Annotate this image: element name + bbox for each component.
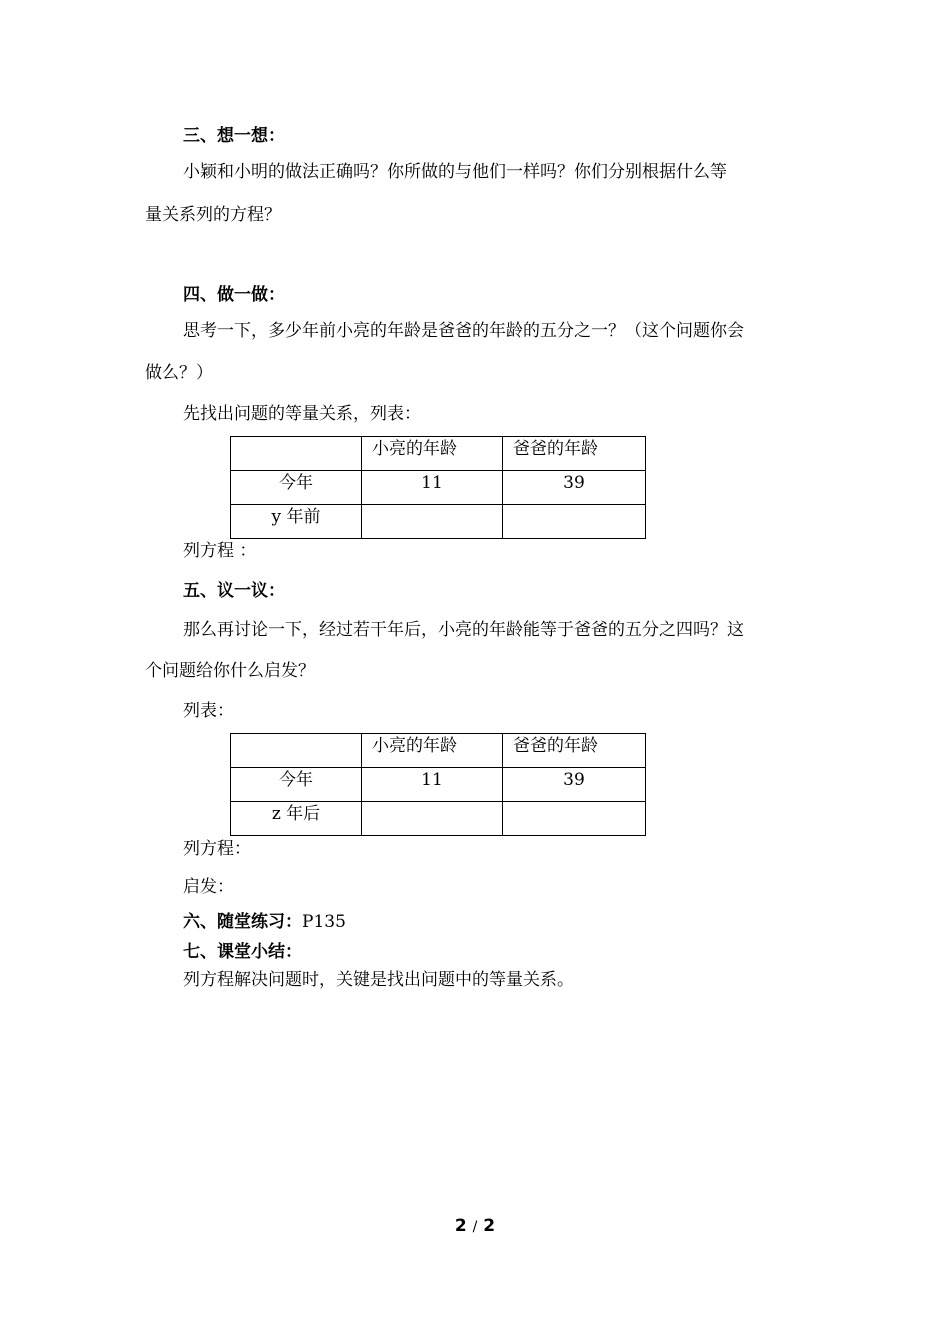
section-3-heading: 三、想一想： xyxy=(183,126,285,146)
section-5-insight: 启发： xyxy=(183,877,234,897)
section-4-text-line-1: 思考一下，多少年前小亮的年龄是爸爸的年龄的五分之一？（这个问题你会 xyxy=(183,321,744,341)
section-5-text-line-2: 个问题给你什么启发？ xyxy=(145,661,315,681)
section-4-text-line-2: 做么？） xyxy=(145,363,213,383)
page-current: 2 xyxy=(454,1216,467,1236)
table-row xyxy=(231,802,646,836)
section-6-heading: 六、随堂练习： xyxy=(183,912,302,932)
table-cell: 11 xyxy=(362,768,503,802)
page-number xyxy=(0,1216,950,1236)
table-cell xyxy=(231,437,362,471)
table-header-xiaoliang-age: 小亮的年龄 xyxy=(362,437,503,471)
table-row-label: 今年 xyxy=(231,471,362,505)
table-cell xyxy=(503,802,646,836)
section-7-heading: 七、课堂小结： xyxy=(183,942,302,962)
table-header-father-age: 爸爸的年龄 xyxy=(503,437,646,471)
table-cell xyxy=(362,505,503,539)
section-5-equation: 列方程： xyxy=(183,839,251,859)
section-4-equation: 列方程 ： xyxy=(183,541,257,561)
table-row xyxy=(231,768,646,802)
table-header-xiaoliang-age: 小亮的年龄 xyxy=(362,734,503,768)
section-3-text-line-2: 量关系列的方程？ xyxy=(145,205,281,225)
section-4-text-line-3: 先找出问题的等量关系，列表： xyxy=(183,404,421,424)
table-cell: 39 xyxy=(503,768,646,802)
page-separator: / xyxy=(472,1219,478,1235)
table-cell xyxy=(362,802,503,836)
table-cell: 39 xyxy=(503,471,646,505)
page-total: 2 xyxy=(483,1216,496,1236)
section-4-heading: 四、做一做： xyxy=(183,285,285,305)
table-header-father-age: 爸爸的年龄 xyxy=(503,734,646,768)
section-5-text-line-1: 那么再讨论一下，经过若干年后，小亮的年龄能等于爸爸的五分之四吗？这 xyxy=(183,620,744,640)
section-5-heading: 五、议一议： xyxy=(183,581,285,601)
section-6 xyxy=(183,911,346,933)
table-row-label: y 年前 xyxy=(231,505,362,539)
section-3-text-line-1: 小颖和小明的做法正确吗？你所做的与他们一样吗？你们分别根据什么等 xyxy=(183,162,727,182)
table-row xyxy=(231,471,646,505)
table-row xyxy=(231,734,646,768)
table-row xyxy=(231,437,646,471)
table-row-label: 今年 xyxy=(231,768,362,802)
table-row-label: z 年后 xyxy=(231,802,362,836)
section-5-text-line-3: 列表： xyxy=(183,701,234,721)
age-table-years-later xyxy=(230,733,646,836)
section-6-page-ref: P135 xyxy=(302,912,346,932)
age-table-years-ago xyxy=(230,436,646,539)
table-row xyxy=(231,505,646,539)
table-cell xyxy=(231,734,362,768)
table-cell: 11 xyxy=(362,471,503,505)
section-7-text-line-1: 列方程解决问题时，关键是找出问题中的等量关系。 xyxy=(183,970,574,990)
table-cell xyxy=(503,505,646,539)
